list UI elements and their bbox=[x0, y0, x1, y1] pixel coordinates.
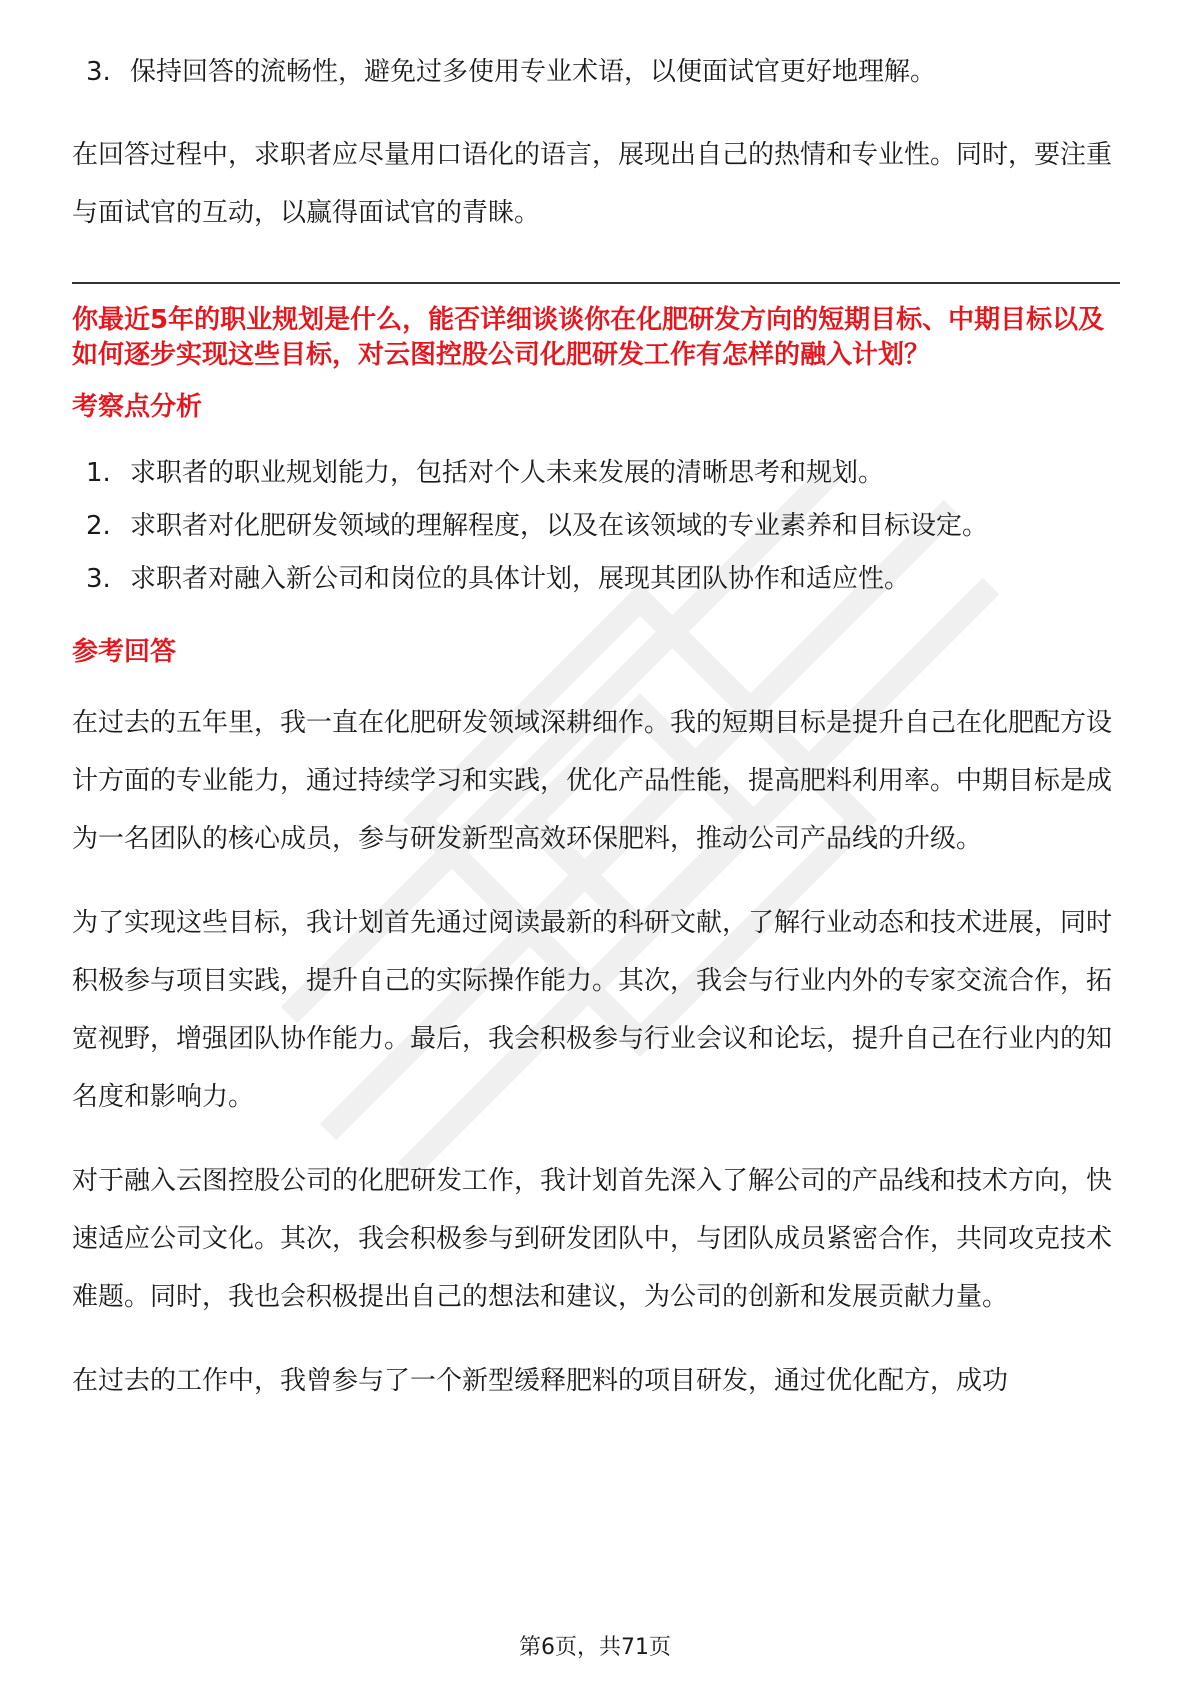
list-item bbox=[86, 453, 1120, 493]
answer-paragraph: 对于融入云图控股公司的化肥研发工作，我计划首先深入了解公司的产品线和技术方向，快速适应公司文化。其次，我会积极参与到研发团队中，与团队成员紧密合作，共同攻克技术难题。同时，我也会积极提出自己的想法和建议，为公司的创新和发展贡献力量。 bbox=[72, 1166, 1113, 1312]
intro-paragraph: 在回答过程中，求职者应尽量用口语化的语言，展现出自己的热情和专业性。同时，要注重与面试官的互动，以赢得面试官的青睐。 bbox=[72, 140, 1113, 228]
list-item bbox=[86, 559, 1120, 599]
list-number: 3. bbox=[86, 564, 111, 594]
list-number: 2. bbox=[86, 511, 111, 541]
page-content bbox=[72, 52, 1120, 1410]
answer-paragraph: 在过去的工作中，我曾参与了一个新型缓释肥料的项目研发，通过优化配方，成功 bbox=[72, 1366, 1009, 1396]
list-number: 3. bbox=[86, 57, 111, 87]
page-footer: 第6页，共71页 bbox=[519, 1635, 671, 1660]
analysis-list bbox=[72, 453, 1120, 599]
list-item bbox=[86, 506, 1120, 546]
list-text: 求职者的职业规划能力，包括对个人未来发展的清晰思考和规划。 bbox=[130, 458, 885, 488]
section-divider bbox=[72, 282, 1120, 284]
list-item bbox=[86, 52, 1120, 92]
answer-title: 参考回答 bbox=[72, 637, 177, 667]
list-text: 求职者对融入新公司和岗位的具体计划，展现其团队协作和适应性。 bbox=[130, 564, 911, 594]
analysis-title: 考察点分析 bbox=[72, 392, 203, 422]
answer-paragraph: 为了实现这些目标，我计划首先通过阅读最新的科研文献，了解行业动态和技术进展，同时积极参与项目实践，提升自己的实际操作能力。其次，我会与行业内外的专家交流合作，拓宽视野，增强团队协作能力。最后，我会积极参与行业会议和论坛，提升自己在行业内的知名度和影响力。 bbox=[72, 908, 1113, 1112]
list-text: 求职者对化肥研发领域的理解程度，以及在该领域的专业素养和目标设定。 bbox=[130, 511, 989, 541]
list-number: 1. bbox=[86, 458, 111, 488]
question-heading: 你最近5年的职业规划是什么，能否详细谈谈你在化肥研发方向的短期目标、中期目标以及如何逐步实现这些目标，对云图控股公司化肥研发工作有怎样的融入计划？ bbox=[72, 305, 1105, 370]
answer-paragraph: 在过去的五年里，我一直在化肥研发领域深耕细作。我的短期目标是提升自己在化肥配方设计方面的专业能力，通过持续学习和实践，优化产品性能，提高肥料利用率。中期目标是成为一名团队的核心成员，参与研发新型高效环保肥料，推动公司产品线的升级。 bbox=[72, 708, 1113, 854]
list-text: 保持回答的流畅性，避免过多使用专业术语，以便面试官更好地理解。 bbox=[130, 57, 937, 87]
